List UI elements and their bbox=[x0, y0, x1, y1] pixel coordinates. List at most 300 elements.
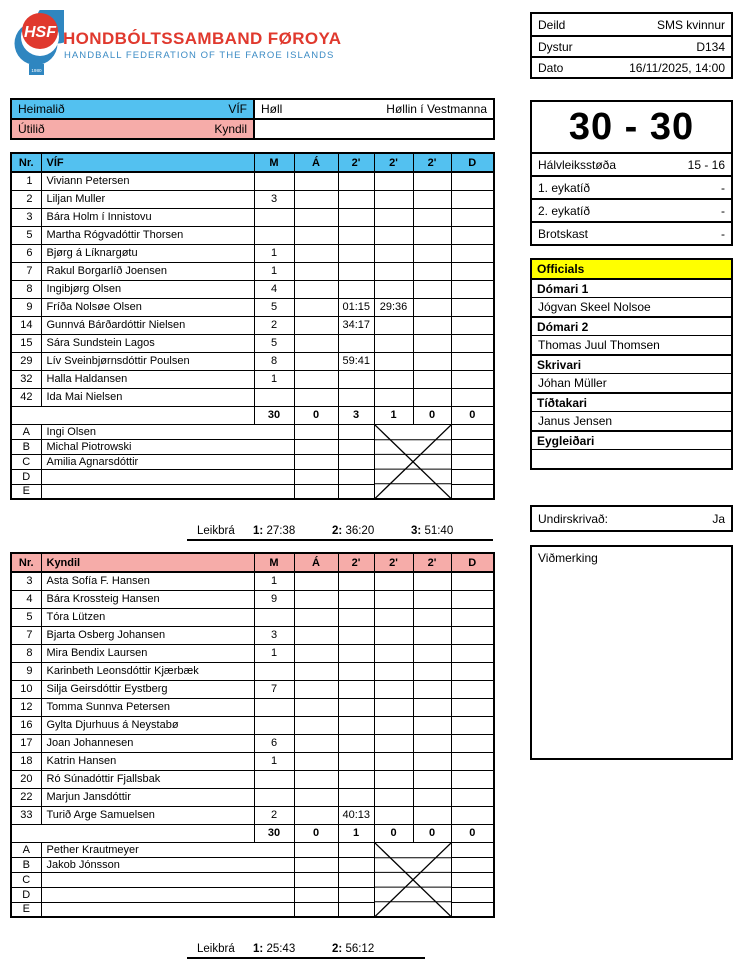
player-d-cell bbox=[451, 644, 494, 662]
player-nr-cell: 6 bbox=[11, 244, 41, 262]
bench-p1-cell bbox=[338, 454, 374, 469]
bench-a-cell bbox=[294, 454, 338, 469]
player-p3-cell bbox=[413, 644, 451, 662]
player-a-cell bbox=[294, 788, 338, 806]
player-nr-cell: 5 bbox=[11, 226, 41, 244]
bench-name-cell bbox=[41, 469, 294, 484]
player-name-cell: Fríða Nolsøe Olsen bbox=[41, 298, 254, 316]
player-p3-cell bbox=[413, 698, 451, 716]
bench-name-cell bbox=[41, 902, 294, 917]
player-d-cell bbox=[451, 788, 494, 806]
bench-d-cell bbox=[451, 484, 494, 499]
overtime2-label: 2. eykatíð bbox=[538, 203, 591, 218]
leikbra-entry: 1: 27:38 bbox=[253, 525, 296, 537]
player-a-cell bbox=[294, 626, 338, 644]
player-row bbox=[11, 734, 494, 752]
player-nr-cell: 20 bbox=[11, 770, 41, 788]
bench-letter-cell: E bbox=[11, 902, 41, 917]
player-name-cell: Liljan Muller bbox=[41, 190, 254, 208]
player-nr-cell: 33 bbox=[11, 806, 41, 824]
player-name-cell: Mira Bendix Laursen bbox=[41, 644, 254, 662]
totals-value-cell: 0 bbox=[413, 406, 451, 424]
player-d-cell bbox=[451, 608, 494, 626]
player-d-cell bbox=[451, 806, 494, 824]
player-nr-cell: 9 bbox=[11, 662, 41, 680]
player-m-cell: 1 bbox=[254, 262, 294, 280]
cross-out-icon bbox=[375, 425, 451, 499]
player-p2-cell bbox=[374, 370, 413, 388]
player-p1-cell bbox=[338, 788, 374, 806]
player-p3-cell bbox=[413, 190, 451, 208]
player-m-cell: 1 bbox=[254, 244, 294, 262]
player-a-cell bbox=[294, 734, 338, 752]
player-a-cell bbox=[294, 262, 338, 280]
player-p3-cell bbox=[413, 680, 451, 698]
player-d-cell bbox=[451, 352, 494, 370]
player-p2-cell: 29:36 bbox=[374, 298, 413, 316]
player-nr-cell: 9 bbox=[11, 298, 41, 316]
bench-a-cell bbox=[294, 902, 338, 917]
penalty-value: - bbox=[721, 226, 725, 241]
player-a-cell bbox=[294, 226, 338, 244]
player-p2-cell bbox=[374, 190, 413, 208]
deild-label: Deild bbox=[538, 17, 566, 32]
player-p3-cell bbox=[413, 334, 451, 352]
player-p1-cell: 01:15 bbox=[338, 298, 374, 316]
official-name bbox=[532, 449, 731, 468]
bench-name-cell bbox=[41, 872, 294, 887]
player-p2-cell bbox=[374, 208, 413, 226]
player-row bbox=[11, 608, 494, 626]
player-nr-cell: 4 bbox=[11, 590, 41, 608]
totals-value-cell: 30 bbox=[254, 406, 294, 424]
bench-p1-cell bbox=[338, 842, 374, 857]
leikbra-entry: 2: 36:20 bbox=[332, 525, 375, 537]
player-m-cell: 1 bbox=[254, 370, 294, 388]
player-d-cell bbox=[451, 226, 494, 244]
player-d-cell bbox=[451, 280, 494, 298]
away-roster-table bbox=[10, 552, 495, 918]
column-header: M bbox=[254, 553, 294, 572]
official-name: Janus Jensen bbox=[532, 411, 731, 430]
player-p1-cell bbox=[338, 172, 374, 190]
player-d-cell bbox=[451, 590, 494, 608]
player-name-cell: Karinbeth Leonsdóttir Kjærbæk bbox=[41, 662, 254, 680]
player-p2-cell bbox=[374, 352, 413, 370]
official-name: Jógvan Skeel Nolsoe bbox=[532, 297, 731, 316]
player-p2-cell bbox=[374, 734, 413, 752]
match-info-row bbox=[532, 35, 731, 56]
player-row bbox=[11, 334, 494, 352]
overtime1-row bbox=[532, 175, 731, 198]
player-a-cell bbox=[294, 298, 338, 316]
player-d-cell bbox=[451, 334, 494, 352]
bench-d-cell bbox=[451, 842, 494, 857]
player-p1-cell bbox=[338, 770, 374, 788]
player-m-cell bbox=[254, 716, 294, 734]
player-p1-cell bbox=[338, 280, 374, 298]
bench-a-cell bbox=[294, 872, 338, 887]
column-header: Kyndil bbox=[41, 553, 254, 572]
player-p3-cell bbox=[413, 208, 451, 226]
totals-value-cell: 1 bbox=[338, 824, 374, 842]
player-p2-cell bbox=[374, 662, 413, 680]
player-a-cell bbox=[294, 608, 338, 626]
player-name-cell: Martha Rógvadóttir Thorsen bbox=[41, 226, 254, 244]
match-info-row bbox=[532, 56, 731, 77]
player-m-cell bbox=[254, 698, 294, 716]
bench-letter-cell: C bbox=[11, 872, 41, 887]
player-p1-cell bbox=[338, 190, 374, 208]
player-p1-cell bbox=[338, 226, 374, 244]
player-name-cell: Joan Johannesen bbox=[41, 734, 254, 752]
player-p3-cell bbox=[413, 572, 451, 590]
bench-d-cell bbox=[451, 469, 494, 484]
bench-p1-cell bbox=[338, 857, 374, 872]
player-p2-cell bbox=[374, 262, 413, 280]
bench-d-cell bbox=[451, 872, 494, 887]
away-team-name: Kyndil bbox=[214, 122, 247, 136]
column-header: 2' bbox=[413, 153, 451, 172]
player-d-cell bbox=[451, 734, 494, 752]
totals-value-cell: 30 bbox=[254, 824, 294, 842]
player-a-cell bbox=[294, 716, 338, 734]
leikbra-entry: 1: 25:43 bbox=[253, 943, 296, 955]
column-header: 2' bbox=[413, 553, 451, 572]
player-row bbox=[11, 316, 494, 334]
signed-value: Ja bbox=[712, 511, 725, 526]
player-row bbox=[11, 572, 494, 590]
overtime1-label: 1. eykatíð bbox=[538, 180, 591, 195]
totals-value-cell: 1 bbox=[374, 406, 413, 424]
player-p2-cell bbox=[374, 226, 413, 244]
player-a-cell bbox=[294, 370, 338, 388]
player-m-cell: 6 bbox=[254, 734, 294, 752]
bench-name-cell bbox=[41, 887, 294, 902]
leikbra-entry: 2: 56:12 bbox=[332, 943, 375, 955]
player-p1-cell bbox=[338, 644, 374, 662]
player-m-cell bbox=[254, 208, 294, 226]
home-team-cell bbox=[11, 99, 254, 119]
player-name-cell: Gylta Djurhuus á Neystabø bbox=[41, 716, 254, 734]
bench-a-cell bbox=[294, 469, 338, 484]
player-m-cell: 5 bbox=[254, 334, 294, 352]
bench-row bbox=[11, 842, 494, 857]
player-row bbox=[11, 644, 494, 662]
bench-a-cell bbox=[294, 887, 338, 902]
player-a-cell bbox=[294, 698, 338, 716]
player-row bbox=[11, 370, 494, 388]
player-p3-cell bbox=[413, 280, 451, 298]
player-p3-cell bbox=[413, 662, 451, 680]
player-name-cell: Tomma Sunnva Petersen bbox=[41, 698, 254, 716]
bench-d-cell bbox=[451, 454, 494, 469]
player-p3-cell bbox=[413, 298, 451, 316]
player-a-cell bbox=[294, 590, 338, 608]
player-m-cell: 5 bbox=[254, 298, 294, 316]
player-p1-cell bbox=[338, 626, 374, 644]
away-hall-cell bbox=[254, 119, 494, 139]
player-p3-cell bbox=[413, 172, 451, 190]
player-d-cell bbox=[451, 662, 494, 680]
player-nr-cell: 8 bbox=[11, 280, 41, 298]
player-p1-cell bbox=[338, 734, 374, 752]
score-box bbox=[530, 100, 733, 246]
player-p3-cell bbox=[413, 770, 451, 788]
player-d-cell bbox=[451, 770, 494, 788]
player-p3-cell bbox=[413, 626, 451, 644]
player-d-cell bbox=[451, 626, 494, 644]
bench-name-cell: Ingi Olsen bbox=[41, 424, 294, 439]
player-row bbox=[11, 716, 494, 734]
bench-letter-cell: D bbox=[11, 469, 41, 484]
bench-letter-cell: D bbox=[11, 887, 41, 902]
player-p1-cell bbox=[338, 590, 374, 608]
column-header: 2' bbox=[374, 153, 413, 172]
player-m-cell: 1 bbox=[254, 572, 294, 590]
bench-letter-cell: A bbox=[11, 842, 41, 857]
official-role: Dómari 1 bbox=[532, 278, 731, 297]
player-name-cell: Ró Súnadóttir Fjallsbak bbox=[41, 770, 254, 788]
player-row bbox=[11, 806, 494, 824]
player-nr-cell: 3 bbox=[11, 572, 41, 590]
bench-d-cell bbox=[451, 902, 494, 917]
player-a-cell bbox=[294, 752, 338, 770]
player-d-cell bbox=[451, 172, 494, 190]
player-nr-cell: 3 bbox=[11, 208, 41, 226]
player-m-cell: 1 bbox=[254, 644, 294, 662]
official-role: Dómari 2 bbox=[532, 316, 731, 335]
player-a-cell bbox=[294, 172, 338, 190]
crossed-out-cell bbox=[374, 424, 451, 499]
player-row bbox=[11, 280, 494, 298]
player-m-cell bbox=[254, 388, 294, 406]
column-header: Nr. bbox=[11, 153, 41, 172]
player-row bbox=[11, 590, 494, 608]
federation-subtitle: HANDBALL FEDERATION OF THE FAROE ISLANDS bbox=[64, 50, 335, 61]
player-name-cell: Marjun Jansdóttir bbox=[41, 788, 254, 806]
player-p1-cell: 40:13 bbox=[338, 806, 374, 824]
federation-name: HONDBÓLTSSAMBAND FØROYA bbox=[63, 29, 342, 48]
official-role: Eygleiðari bbox=[532, 430, 731, 449]
deild-value: SMS kvinnur bbox=[656, 17, 725, 32]
player-a-cell bbox=[294, 806, 338, 824]
penalty-row bbox=[532, 221, 731, 244]
bench-p1-cell bbox=[338, 902, 374, 917]
player-nr-cell: 12 bbox=[11, 698, 41, 716]
player-p3-cell bbox=[413, 226, 451, 244]
remarks-label: Viðmerking bbox=[538, 551, 598, 565]
player-p3-cell bbox=[413, 590, 451, 608]
player-p1-cell bbox=[338, 662, 374, 680]
bench-a-cell bbox=[294, 842, 338, 857]
dato-value: 16/11/2025, 14:00 bbox=[629, 60, 725, 75]
player-m-cell: 1 bbox=[254, 752, 294, 770]
player-d-cell bbox=[451, 680, 494, 698]
player-a-cell bbox=[294, 388, 338, 406]
player-p2-cell bbox=[374, 334, 413, 352]
player-p1-cell bbox=[338, 334, 374, 352]
column-header: D bbox=[451, 153, 494, 172]
official-name: Jóhan Müller bbox=[532, 373, 731, 392]
player-a-cell bbox=[294, 244, 338, 262]
player-p2-cell bbox=[374, 280, 413, 298]
player-a-cell bbox=[294, 334, 338, 352]
column-header: 2' bbox=[338, 553, 374, 572]
player-p1-cell bbox=[338, 716, 374, 734]
player-m-cell bbox=[254, 172, 294, 190]
player-row bbox=[11, 388, 494, 406]
player-m-cell: 7 bbox=[254, 680, 294, 698]
player-m-cell: 2 bbox=[254, 316, 294, 334]
halftime-value: 15 - 16 bbox=[687, 157, 725, 172]
player-p2-cell bbox=[374, 590, 413, 608]
player-row bbox=[11, 352, 494, 370]
player-name-cell: Bára Holm í Innistovu bbox=[41, 208, 254, 226]
player-p2-cell bbox=[374, 806, 413, 824]
player-p3-cell bbox=[413, 244, 451, 262]
bench-p1-cell bbox=[338, 887, 374, 902]
totals-value-cell: 0 bbox=[294, 406, 338, 424]
leikbra-label: Leikbrá bbox=[197, 943, 235, 955]
player-name-cell: Rakul Borgarlíð Joensen bbox=[41, 262, 254, 280]
player-m-cell bbox=[254, 226, 294, 244]
bench-letter-cell: B bbox=[11, 439, 41, 454]
dato-label: Dato bbox=[538, 60, 564, 75]
player-m-cell: 9 bbox=[254, 590, 294, 608]
player-row bbox=[11, 626, 494, 644]
player-p1-cell bbox=[338, 388, 374, 406]
player-p3-cell bbox=[413, 734, 451, 752]
player-p1-cell bbox=[338, 370, 374, 388]
bench-d-cell bbox=[451, 424, 494, 439]
player-d-cell bbox=[451, 262, 494, 280]
bench-letter-cell: B bbox=[11, 857, 41, 872]
bench-name-cell: Pether Krautmeyer bbox=[41, 842, 294, 857]
halftime-label: Hálvleiksstøða bbox=[538, 157, 617, 172]
player-p2-cell bbox=[374, 716, 413, 734]
player-p1-cell bbox=[338, 608, 374, 626]
column-header: Nr. bbox=[11, 553, 41, 572]
away-label: Útilið bbox=[18, 122, 45, 136]
player-p3-cell bbox=[413, 316, 451, 334]
bench-d-cell bbox=[451, 857, 494, 872]
column-header: Á bbox=[294, 553, 338, 572]
hall-value: Høllin í Vestmanna bbox=[386, 102, 487, 116]
bench-letter-cell: E bbox=[11, 484, 41, 499]
player-p1-cell bbox=[338, 698, 374, 716]
player-nr-cell: 16 bbox=[11, 716, 41, 734]
player-nr-cell: 15 bbox=[11, 334, 41, 352]
player-name-cell: Tóra Lützen bbox=[41, 608, 254, 626]
bench-row bbox=[11, 424, 494, 439]
bench-a-cell bbox=[294, 857, 338, 872]
player-a-cell bbox=[294, 316, 338, 334]
officials-title: Officials bbox=[532, 260, 731, 278]
player-p3-cell bbox=[413, 806, 451, 824]
bench-p1-cell bbox=[338, 439, 374, 454]
player-a-cell bbox=[294, 208, 338, 226]
player-a-cell bbox=[294, 644, 338, 662]
player-nr-cell: 7 bbox=[11, 262, 41, 280]
player-name-cell: Asta Sofía F. Hansen bbox=[41, 572, 254, 590]
leikbra-label: Leikbrá bbox=[197, 525, 235, 537]
player-m-cell: 2 bbox=[254, 806, 294, 824]
hall-label: Høll bbox=[261, 102, 283, 116]
player-m-cell: 3 bbox=[254, 626, 294, 644]
crossed-out-cell bbox=[374, 842, 451, 917]
player-nr-cell: 7 bbox=[11, 626, 41, 644]
player-p1-cell: 34:17 bbox=[338, 316, 374, 334]
federation-logo-icon bbox=[12, 10, 64, 78]
player-row bbox=[11, 680, 494, 698]
bench-name-cell bbox=[41, 484, 294, 499]
match-info-row bbox=[532, 14, 731, 35]
player-d-cell bbox=[451, 370, 494, 388]
penalty-label: Brotskast bbox=[538, 226, 589, 241]
bench-p1-cell bbox=[338, 872, 374, 887]
player-p3-cell bbox=[413, 608, 451, 626]
player-d-cell bbox=[451, 208, 494, 226]
player-m-cell bbox=[254, 770, 294, 788]
player-name-cell: Katrin Hansen bbox=[41, 752, 254, 770]
home-label: Heimalið bbox=[18, 102, 65, 116]
totals-blank-cell bbox=[11, 406, 254, 424]
home-leikbra bbox=[187, 524, 493, 541]
player-p1-cell: 59:41 bbox=[338, 352, 374, 370]
player-p3-cell bbox=[413, 370, 451, 388]
column-header: Á bbox=[294, 153, 338, 172]
bench-d-cell bbox=[451, 887, 494, 902]
totals-value-cell: 0 bbox=[413, 824, 451, 842]
player-name-cell: Silja Geirsdóttir Eystberg bbox=[41, 680, 254, 698]
logo-year-text: 1980 bbox=[31, 68, 42, 73]
player-d-cell bbox=[451, 244, 494, 262]
player-d-cell bbox=[451, 316, 494, 334]
player-p2-cell bbox=[374, 626, 413, 644]
player-p2-cell bbox=[374, 698, 413, 716]
player-p1-cell bbox=[338, 752, 374, 770]
totals-row bbox=[11, 824, 494, 842]
player-row bbox=[11, 226, 494, 244]
final-score: 30 - 30 bbox=[568, 105, 695, 148]
dystur-value: D134 bbox=[696, 39, 725, 54]
match-info-box bbox=[530, 12, 733, 79]
player-a-cell bbox=[294, 662, 338, 680]
player-a-cell bbox=[294, 680, 338, 698]
signed-label: Undirskrivað: bbox=[538, 511, 609, 526]
player-name-cell: Ingibjørg Olsen bbox=[41, 280, 254, 298]
bench-name-cell: Jakob Jónsson bbox=[41, 857, 294, 872]
player-row bbox=[11, 208, 494, 226]
player-name-cell: Viviann Petersen bbox=[41, 172, 254, 190]
player-name-cell: Bjørg á Líknargøtu bbox=[41, 244, 254, 262]
player-name-cell: Ida Mai Nielsen bbox=[41, 388, 254, 406]
player-p2-cell bbox=[374, 788, 413, 806]
bench-letter-cell: A bbox=[11, 424, 41, 439]
bench-name-cell: Amilia Agnarsdóttir bbox=[41, 454, 294, 469]
player-p3-cell bbox=[413, 388, 451, 406]
bench-a-cell bbox=[294, 424, 338, 439]
player-p3-cell bbox=[413, 788, 451, 806]
column-header: 2' bbox=[374, 553, 413, 572]
player-row bbox=[11, 244, 494, 262]
bench-p1-cell bbox=[338, 424, 374, 439]
totals-row bbox=[11, 406, 494, 424]
bench-p1-cell bbox=[338, 484, 374, 499]
player-nr-cell: 32 bbox=[11, 370, 41, 388]
player-p2-cell bbox=[374, 572, 413, 590]
